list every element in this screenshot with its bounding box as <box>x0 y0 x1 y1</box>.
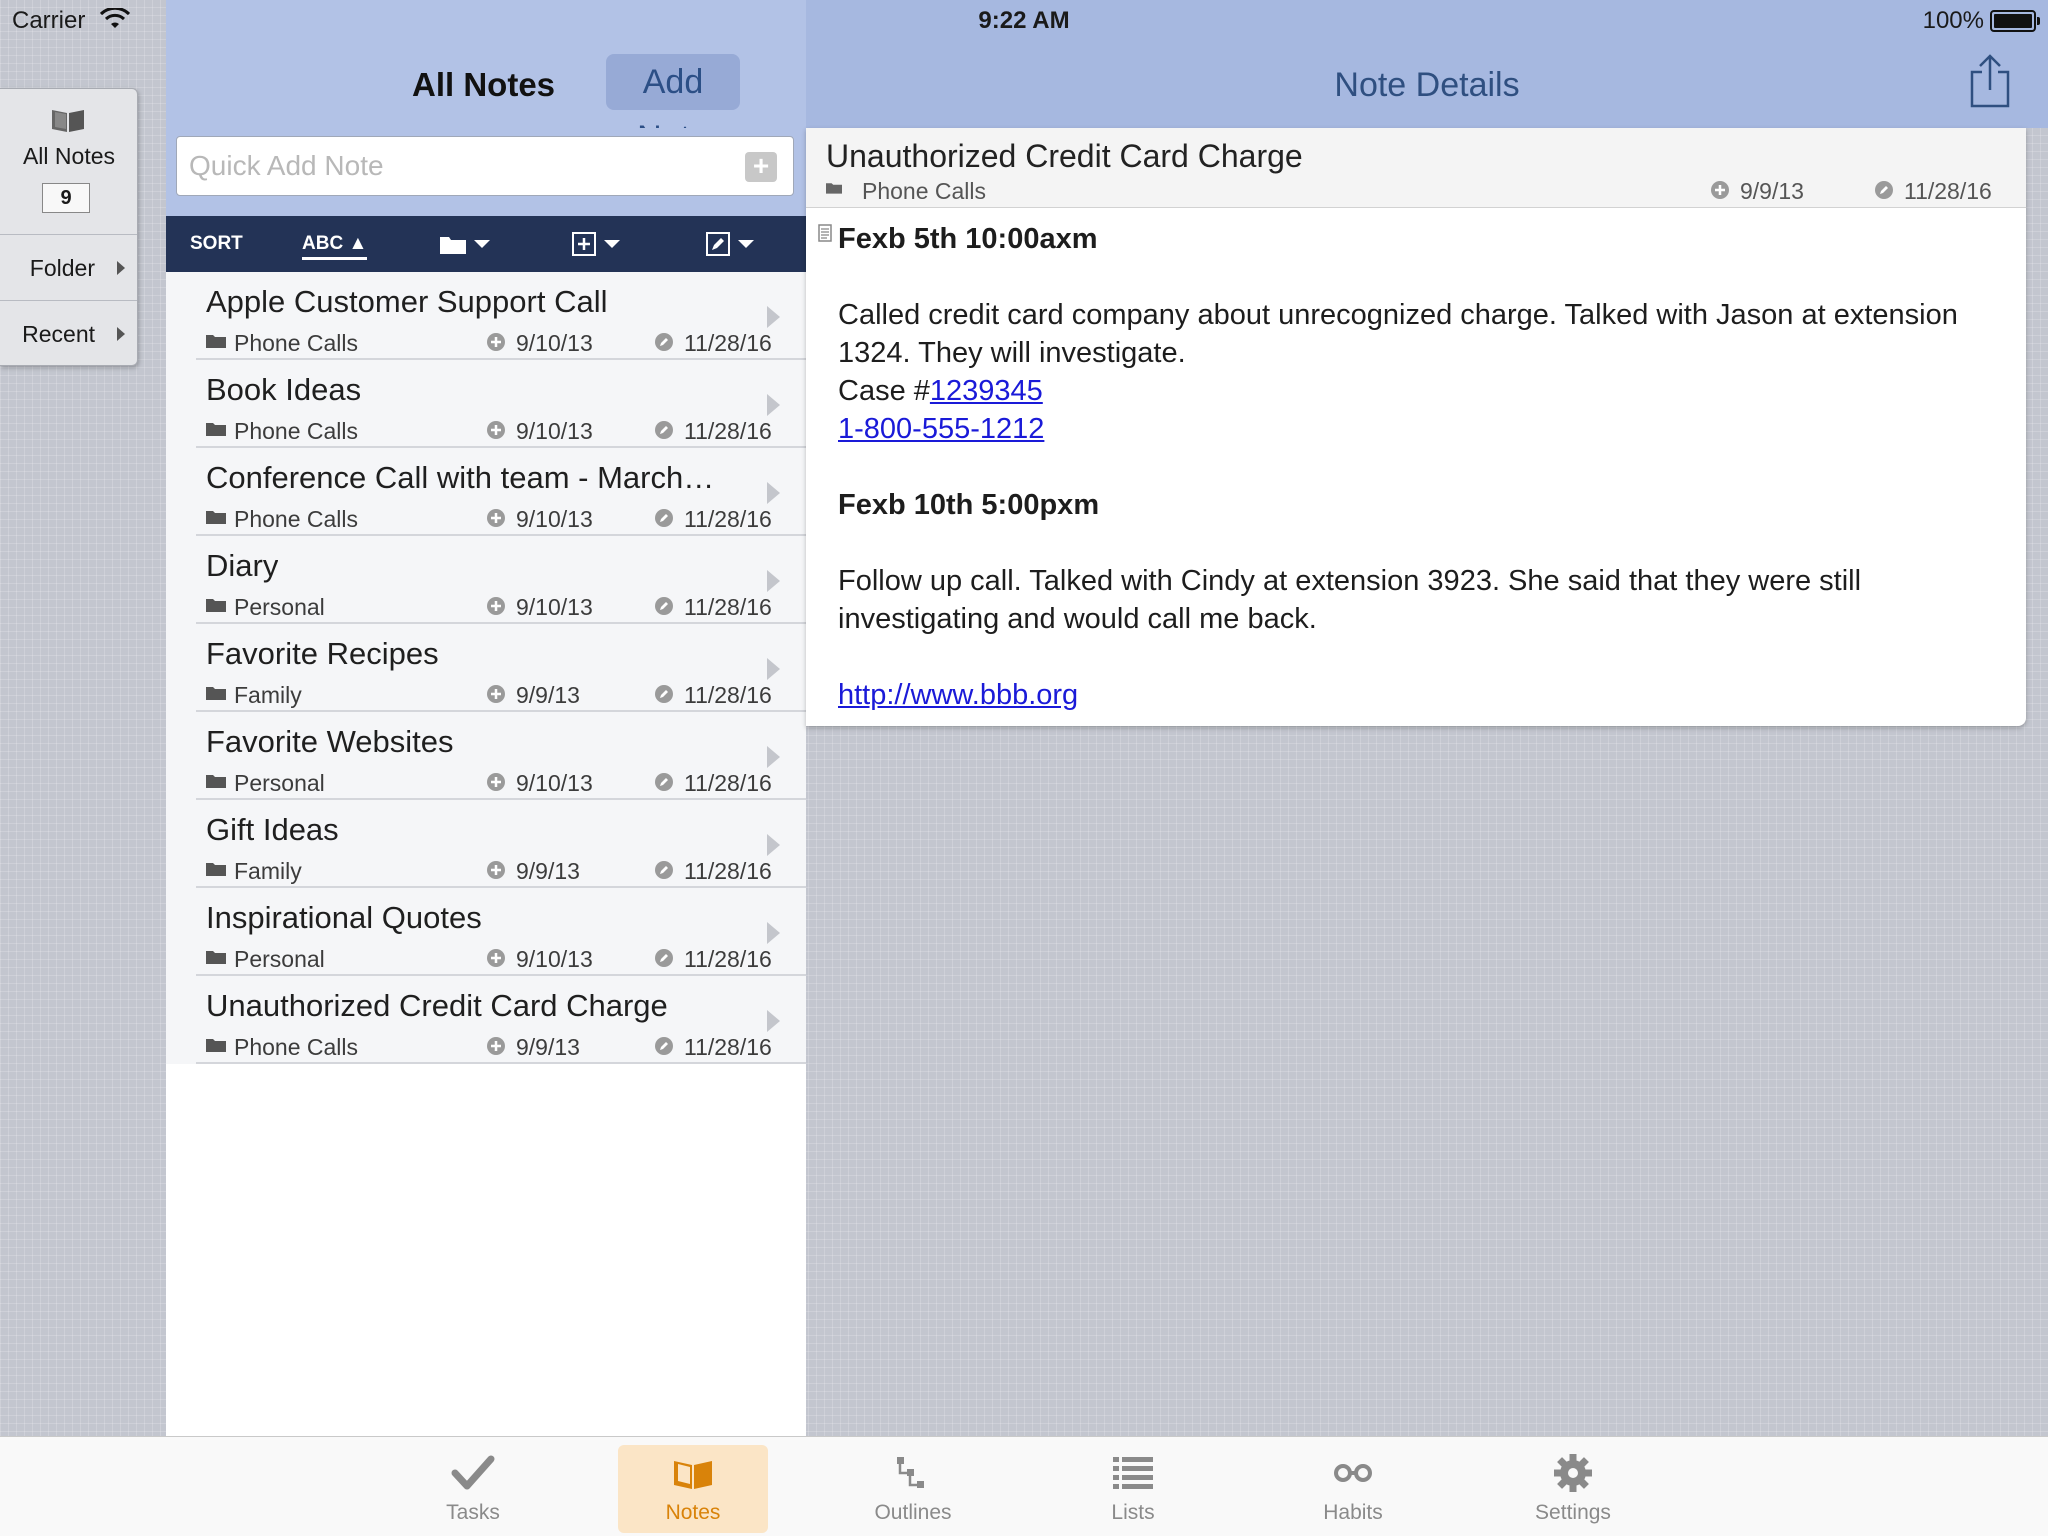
tab-label: Settings <box>1535 1501 1611 1524</box>
chevron-right-icon[interactable] <box>767 746 780 768</box>
open-book-icon <box>50 107 86 133</box>
recent-filter-label: Recent <box>22 321 95 347</box>
note-title: Favorite Recipes <box>206 636 439 671</box>
outline-tree-icon <box>891 1453 935 1493</box>
created-date-icon <box>486 860 506 880</box>
chevron-right-icon[interactable] <box>767 834 780 856</box>
note-modified-date: 11/28/16 <box>684 1034 772 1060</box>
case-number-link[interactable]: 1239345 <box>929 375 1043 407</box>
note-row[interactable] <box>166 976 806 1064</box>
quick-add-field <box>176 136 794 196</box>
note-created-date: 9/10/13 <box>516 506 593 532</box>
folder-icon <box>206 422 226 436</box>
note-modified-date: 11/28/16 <box>684 330 772 356</box>
note-folder: Family <box>234 858 302 884</box>
list-icon <box>1111 1453 1155 1493</box>
sort-created-button[interactable] <box>572 230 620 258</box>
chevron-right-icon[interactable] <box>767 570 780 592</box>
sort-label: SORT <box>190 233 243 254</box>
chevron-right-icon[interactable] <box>767 922 780 944</box>
folder-icon <box>206 774 226 788</box>
chevron-right-icon <box>117 261 125 275</box>
note-row[interactable] <box>166 448 806 536</box>
note-detail-folder[interactable]: Phone Calls <box>862 178 987 204</box>
folder-icon <box>206 598 226 612</box>
folder-icon <box>206 686 226 700</box>
tab-outlines[interactable] <box>838 1445 988 1533</box>
note-body[interactable] <box>838 220 2008 714</box>
tab-habits[interactable] <box>1278 1445 1428 1533</box>
note-meta <box>206 858 772 884</box>
folder-icon <box>206 334 226 348</box>
modified-date-icon <box>654 860 674 880</box>
note-list <box>166 272 806 1064</box>
created-date-icon <box>486 772 506 792</box>
filter-recent[interactable] <box>0 301 137 367</box>
note-created-date: 9/10/13 <box>516 594 593 620</box>
note-row[interactable] <box>166 536 806 624</box>
tab-label: Lists <box>1111 1501 1155 1524</box>
chevron-right-icon[interactable] <box>767 1010 780 1032</box>
add-note-button[interactable]: Add <box>606 54 740 110</box>
note-title: Inspirational Quotes <box>206 900 482 935</box>
note-title: Unauthorized Credit Card Charge <box>206 988 668 1023</box>
filter-folder[interactable] <box>0 235 137 301</box>
caret-down-icon <box>738 240 754 248</box>
created-date-icon <box>486 948 506 968</box>
note-modified-date: 11/28/16 <box>684 594 772 620</box>
note-heading: Fexb 10th 5:00pxm <box>838 489 1100 521</box>
note-meta <box>206 946 772 972</box>
created-date-icon <box>486 684 506 704</box>
tab-lists[interactable] <box>1058 1445 1208 1533</box>
modified-date-icon <box>654 420 674 440</box>
blank-line <box>838 448 2008 486</box>
note-created-date: 9/10/13 <box>516 946 593 972</box>
chevron-right-icon[interactable] <box>767 482 780 504</box>
plus-icon[interactable]: + <box>745 152 777 182</box>
modified-date-icon <box>654 684 674 704</box>
sort-abc-label: ABC <box>302 233 344 254</box>
note-title: Apple Customer Support Call <box>206 284 608 319</box>
status-bar <box>0 0 2048 42</box>
caret-down-icon <box>604 240 620 248</box>
created-date-icon <box>486 508 506 528</box>
all-notes-count: 9 <box>42 183 90 213</box>
infinity-chain-icon <box>1331 1453 1375 1493</box>
note-title: Favorite Websites <box>206 724 454 759</box>
note-folder: Family <box>234 682 302 708</box>
chevron-right-icon[interactable] <box>767 306 780 328</box>
note-detail-created: 9/9/13 <box>1740 178 1804 204</box>
note-title: Book Ideas <box>206 372 362 407</box>
open-book-icon <box>671 1453 715 1493</box>
all-notes-label: All Notes <box>22 143 116 169</box>
created-date-icon <box>486 332 506 352</box>
quick-add-bar <box>166 128 806 216</box>
note-modified-date: 11/28/16 <box>684 682 772 708</box>
note-meta <box>206 770 772 796</box>
folder-icon <box>440 234 466 254</box>
battery-icon <box>1990 10 2036 32</box>
note-row[interactable] <box>166 888 806 976</box>
chevron-right-icon <box>117 327 125 341</box>
note-heading: Fexb 5th 10:00axm <box>838 223 1098 255</box>
filter-panel <box>0 88 138 366</box>
carrier-label: Carrier <box>12 7 86 34</box>
note-meta <box>206 594 772 620</box>
created-date-icon <box>1710 180 1730 200</box>
note-row[interactable] <box>166 624 806 712</box>
list-title: All Notes <box>412 66 556 103</box>
note-folder: Phone Calls <box>234 506 359 532</box>
note-created-date: 9/9/13 <box>516 858 580 884</box>
note-modified-date: 11/28/16 <box>684 770 772 796</box>
note-meta <box>206 418 772 444</box>
note-row[interactable] <box>166 360 806 448</box>
note-folder: Personal <box>234 770 325 796</box>
note-paragraph: Called credit card company about unrecognized charge. Talked with Jason at extension 1324. They will investigate. <box>838 299 1958 369</box>
battery-percent: 100% <box>1922 7 1984 34</box>
created-date-icon <box>486 1036 506 1056</box>
modified-date-icon <box>706 232 730 256</box>
detail-header-title: Note Details <box>1334 66 1520 104</box>
note-detail-meta <box>826 178 2016 204</box>
note-created-date: 9/10/13 <box>516 770 593 796</box>
sort-ascending-icon: ▲ <box>348 233 368 254</box>
phone-line <box>838 410 2008 448</box>
note-title: Gift Ideas <box>206 812 339 847</box>
filter-all-notes[interactable] <box>0 89 137 235</box>
chevron-right-icon[interactable] <box>767 658 780 680</box>
case-line <box>838 372 2008 410</box>
tab-tasks[interactable] <box>398 1445 548 1533</box>
note-modified-date: 11/28/16 <box>684 946 772 972</box>
tab-settings[interactable] <box>1498 1445 1648 1533</box>
note-meta <box>206 330 772 356</box>
caret-down-icon <box>474 240 490 248</box>
gear-icon <box>1551 1453 1595 1493</box>
note-modified-date: 11/28/16 <box>684 858 772 884</box>
tab-bar <box>0 1436 2048 1536</box>
folder-icon <box>206 862 226 876</box>
modified-date-icon <box>654 596 674 616</box>
note-row[interactable] <box>166 272 806 360</box>
note-modified-date: 11/28/16 <box>684 418 772 444</box>
note-folder: Phone Calls <box>234 1034 359 1060</box>
blank-line <box>838 638 2008 676</box>
note-meta <box>206 682 772 708</box>
folder-icon <box>206 1038 226 1052</box>
created-date-icon <box>486 420 506 440</box>
folder-icon <box>206 950 226 964</box>
sort-modified-button[interactable] <box>706 230 754 258</box>
url-link[interactable]: http://www.bbb.org <box>838 679 1079 711</box>
url-line <box>838 676 2008 714</box>
status-time: 9:22 AM <box>978 7 1070 34</box>
sort-bar <box>166 216 806 272</box>
note-row[interactable] <box>166 712 806 800</box>
note-title: Conference Call with team - March… <box>206 460 715 495</box>
note-detail-topbar <box>806 128 2026 208</box>
note-created-date: 9/9/13 <box>516 1034 580 1060</box>
modified-date-icon <box>654 948 674 968</box>
note-created-date: 9/10/13 <box>516 418 593 444</box>
note-title: Diary <box>206 548 279 583</box>
tab-label: Habits <box>1323 1501 1383 1524</box>
note-paragraph: Follow up call. Talked with Cindy at extension 3923. She said that they were still investigating and would call me back. <box>838 565 1862 635</box>
tab-label: Notes <box>665 1501 721 1524</box>
created-date-icon <box>572 232 596 256</box>
note-modified-date: 11/28/16 <box>684 506 772 532</box>
case-prefix: Case # <box>838 375 930 407</box>
modified-date-icon <box>654 772 674 792</box>
modified-date-icon <box>654 1036 674 1056</box>
note-document-icon <box>818 224 832 242</box>
modified-date-icon <box>654 332 674 352</box>
blank-line <box>838 258 2008 296</box>
note-folder: Phone Calls <box>234 330 359 356</box>
sort-folder-button[interactable] <box>440 230 490 258</box>
folder-icon <box>826 182 842 194</box>
modified-date-icon <box>654 508 674 528</box>
created-date-icon <box>486 596 506 616</box>
folder-icon <box>206 510 226 524</box>
modified-date-icon <box>1874 180 1894 200</box>
sort-abc-button[interactable] <box>302 233 367 260</box>
note-folder: Phone Calls <box>234 418 359 444</box>
note-created-date: 9/10/13 <box>516 330 593 356</box>
note-folder: Personal <box>234 946 325 972</box>
tab-label: Tasks <box>446 1501 500 1524</box>
quick-add-input[interactable] <box>177 137 737 195</box>
note-meta <box>206 1034 772 1060</box>
phone-link[interactable]: 1-800-555-1212 <box>838 413 1045 445</box>
note-detail-modified: 11/28/16 <box>1904 178 1992 204</box>
note-created-date: 9/9/13 <box>516 682 580 708</box>
blank-line <box>838 524 2008 562</box>
note-folder: Personal <box>234 594 325 620</box>
note-meta <box>206 506 772 532</box>
note-detail-title[interactable]: Unauthorized Credit Card Charge <box>826 138 1303 174</box>
note-detail-card <box>806 128 2026 726</box>
note-row[interactable] <box>166 800 806 888</box>
chevron-right-icon[interactable] <box>767 394 780 416</box>
notes-list-panel <box>166 0 806 1436</box>
checkmark-icon <box>451 1453 495 1493</box>
folder-filter-label: Folder <box>29 255 95 281</box>
tab-notes[interactable] <box>618 1445 768 1533</box>
share-icon[interactable] <box>1968 54 2012 108</box>
tab-label: Outlines <box>874 1501 952 1524</box>
